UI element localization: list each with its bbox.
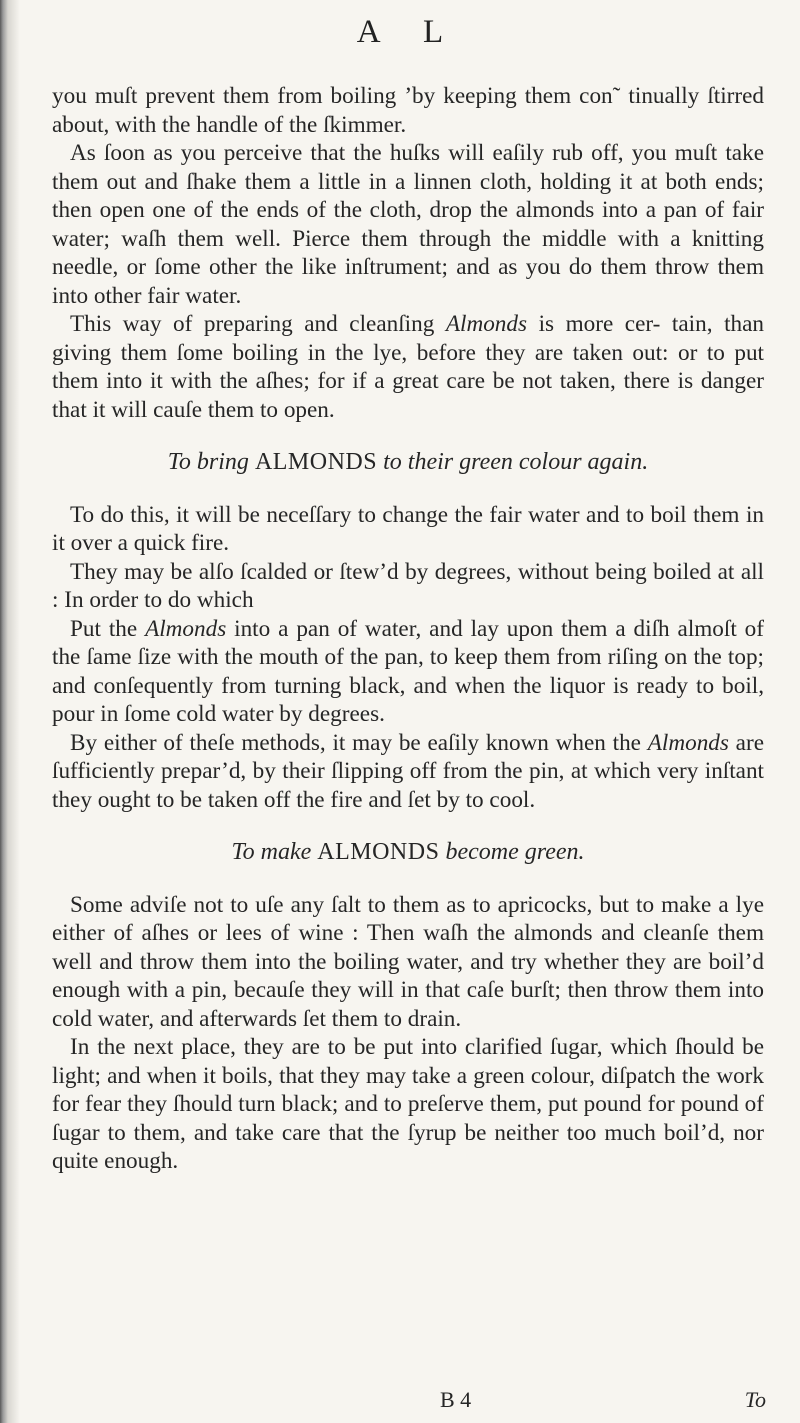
- paragraph: [52, 310, 764, 424]
- paragraph: Some adviſe not to uſe any ſalt to them as to apricocks, but to make a lye either of aſhes or lees of wine : Then waſh the almonds and cleanſe them well and throw them into the boiling water, and try whether they are boil’d enough with a pin, becauſe they will in that caſe burſt; then throw them into cold water, and afterwards ſet them to drain.: [52, 891, 764, 1032]
- heading-lead: To make: [231, 839, 312, 865]
- paragraph: As ſoon as you perceive that the huſks will eaſily rub off, you muſt take them out and ſhake them a little in a linnen cloth, holding it at both ends; then open one of the ends of the cloth, drop the almonds into a pan of fair water; waſh them well. Pierce them through the middle with a knitting needle, or ſome other the like inſtrument; and as you do them throw them into other fair water.: [52, 140, 764, 309]
- body-text: [52, 82, 764, 1176]
- paragraph: [52, 729, 764, 815]
- text-run: By either of theſe methods, it may be eaſily known when the: [70, 729, 648, 756]
- italic-term: Almonds: [445, 311, 528, 337]
- paragraph: you muſt prevent them from boiling ’by keeping them con˜ tinually ſtirred about, with the handle of the ſkimmer.: [52, 83, 764, 138]
- catchword: To: [744, 1387, 766, 1412]
- text-run: Put the: [70, 615, 146, 642]
- text-run: This way of preparing and cleanſing: [70, 311, 446, 337]
- heading-keyword: ALMONDS: [254, 449, 378, 475]
- page-footer: [0, 1387, 800, 1417]
- page-gutter-shadow: [0, 0, 20, 1423]
- text-run: into a pan of water, and lay upon them a diſh almoſt of the ſame ſize with the mouth of the pan, to keep them from riſing on the top; and conſequently from turning black, and when the liquor is ready to boil, pour in ſome cold water by degrees.: [52, 615, 764, 727]
- paragraph: In the next place, they are to be put into clarified ſugar, which ſhould be light; and when it boils, that they may take a green colour, diſpatch the work for fear they ſhould turn black; and to preſerve them, put pound for pound of ſugar to them, and take care that the ſyrup be neither too much boil’d, nor quite enough.: [52, 1034, 764, 1174]
- signature-mark: B 4: [440, 1387, 472, 1412]
- paragraph: [52, 615, 764, 729]
- heading-keyword: ALMONDS: [317, 839, 440, 865]
- text-run: are ſufficiently prepar’d, by their ſlipping off from the pin, at which very inſtant they ought to be taken off the fire and ſet by to cool.: [52, 729, 764, 813]
- paragraph: They may be alſo ſcalded or ſtew’d by degrees, without being boiled at all : In order to do which: [52, 558, 764, 613]
- heading-lead: To bring: [167, 449, 249, 475]
- section-heading: [52, 838, 764, 867]
- heading-tail: to their green colour again.: [383, 449, 649, 475]
- section-heading: [52, 448, 764, 477]
- italic-term: Almonds: [647, 729, 729, 756]
- paragraph: To do this, it will be neceſſary to change the fair water and to boil them in it over a quick fire.: [52, 501, 764, 556]
- text-run: is more cer- tain, than giving them ſome boiling in the lye, before they are taken out: or to put them into it with the aſhes; for if a great care be not taken, there is danger that it will cauſe them to open.: [52, 311, 764, 423]
- running-head: A L: [356, 14, 462, 50]
- heading-tail: become green.: [445, 839, 585, 865]
- italic-term: Almonds: [145, 615, 227, 642]
